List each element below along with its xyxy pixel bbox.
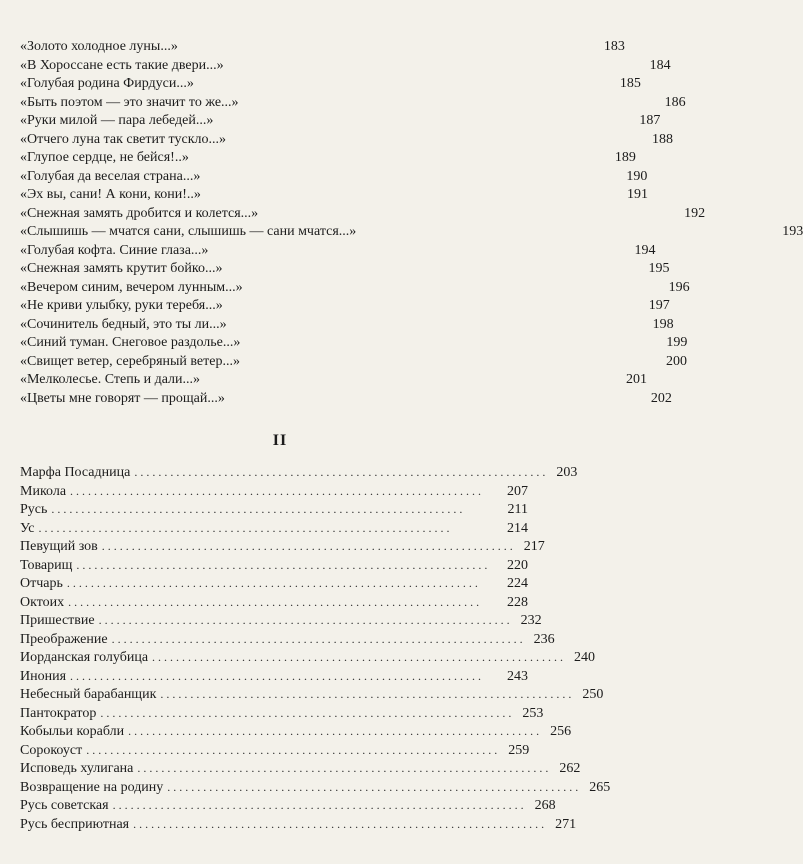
toc-entry: [20, 815, 577, 834]
dot-leader: [128, 722, 539, 741]
toc-entry: [20, 704, 544, 723]
toc-entry-title: Возвращение на родину: [20, 779, 164, 795]
toc-entry-page-number: 194: [634, 242, 656, 258]
toc-entry-page-number: 202: [650, 390, 672, 406]
dot-leader: [70, 667, 496, 686]
toc-entry: [20, 611, 542, 630]
toc-entry-page-number: 200: [665, 353, 687, 369]
toc-entry: [20, 167, 648, 186]
toc-entry-title: Иорданская голубица: [20, 650, 149, 665]
toc-entry-title: «Не криви улыбку, руки теребя...»: [20, 298, 223, 313]
toc-entry-page-number: 271: [555, 816, 577, 832]
toc-entry-page-number: 198: [652, 316, 674, 332]
dot-leader: [152, 648, 563, 667]
toc-entry-title: «В Хороссане есть такие двери...»: [20, 57, 224, 73]
toc-entry-title: Русь советская: [20, 798, 109, 813]
toc-entry-title: Сорокоуст: [20, 742, 83, 758]
toc-entry: [20, 593, 528, 612]
toc-entry-title: «Глупое сердце, не бейся!..»: [20, 150, 189, 165]
toc-entry-page-number: 192: [684, 205, 706, 221]
dot-leader: [112, 630, 523, 649]
toc-list-section-two: [20, 463, 611, 833]
toc-entry: [20, 241, 656, 260]
toc-entry: [20, 722, 572, 741]
toc-entry: [20, 93, 686, 112]
toc-entry-title: Товарищ: [20, 557, 73, 573]
toc-entry-title: Певущий зов: [20, 539, 98, 554]
dot-leader: [70, 482, 496, 501]
toc-entry-page-number: 236: [533, 631, 555, 647]
toc-entry: [20, 648, 596, 667]
toc-entry-title: «Эх вы, сани! А кони, кони!..»: [20, 187, 201, 202]
toc-entry-title: «Снежная замять крутит бойко...»: [20, 261, 223, 276]
toc-entry: [20, 537, 545, 556]
toc-entry-page-number: 253: [522, 705, 544, 721]
toc-entry-title: «Отчего луна так светит тускло...»: [20, 131, 226, 147]
dot-leader: [133, 815, 544, 834]
dot-leader: [160, 685, 571, 704]
toc-entry-title: Исповедь хулигана: [20, 761, 134, 776]
toc-entry-page-number: 189: [614, 150, 636, 165]
toc-entry-page-number: 259: [508, 742, 530, 758]
dot-leader: [137, 759, 548, 778]
toc-entry: [20, 74, 641, 93]
dot-leader: [99, 611, 510, 630]
toc-entry: [20, 148, 636, 167]
toc-entry: [20, 482, 528, 501]
dot-leader: [134, 463, 545, 482]
toc-entry-title: «Цветы мне говорят — прощай...»: [20, 390, 225, 406]
toc-entry: [20, 370, 648, 389]
toc-entry-title: Кобыльи корабли: [20, 724, 125, 739]
toc-entry-page-number: 262: [559, 761, 581, 776]
toc-entry-page-number: 201: [626, 372, 648, 387]
toc-list-section-one: [20, 37, 803, 407]
toc-entry-title: Октоих: [20, 594, 65, 610]
dot-leader: [100, 704, 511, 723]
toc-entry-page-number: 214: [507, 520, 528, 536]
toc-entry-page-number: 184: [649, 57, 671, 73]
dot-leader: [102, 537, 513, 556]
toc-entry-title: «Руки милой — пара лебедей...»: [20, 113, 214, 128]
toc-entry: [20, 37, 625, 56]
dot-leader: [113, 796, 524, 815]
toc-entry-page-number: 186: [664, 94, 686, 110]
toc-entry-page-number: 268: [534, 798, 556, 813]
toc-entry-page-number: 240: [574, 650, 596, 665]
section-heading: II: [272, 432, 288, 449]
toc-entry-title: Небесный барабанщик: [20, 687, 157, 702]
toc-entry-page-number: 195: [648, 261, 670, 276]
toc-entry-page-number: 250: [582, 687, 604, 702]
dot-leader: [76, 556, 496, 575]
toc-entry-page-number: 256: [550, 724, 572, 739]
toc-entry-page-number: 183: [603, 39, 625, 54]
toc-entry: [20, 630, 555, 649]
toc-entry-page-number: 207: [507, 483, 528, 499]
toc-entry-page-number: 193: [782, 224, 803, 239]
toc-entry: [20, 259, 670, 278]
toc-entry-page-number: 199: [666, 335, 688, 350]
toc-entry-title: «Вечером синим, вечером лунным...»: [20, 279, 243, 295]
toc-entry-page-number: 187: [639, 113, 661, 128]
toc-entry: [20, 56, 671, 75]
toc-entry: [20, 389, 672, 408]
toc-entry: [20, 352, 687, 371]
toc-entry-title: Русь бесприютная: [20, 816, 130, 832]
toc-entry: [20, 556, 528, 575]
toc-entry: [20, 759, 581, 778]
toc-entry-title: «Быть поэтом — это значит то же...»: [20, 94, 239, 110]
toc-entry-title: «Слышишь — мчатся сани, слышишь — сани мчатся...»: [20, 224, 357, 239]
dot-leader: [167, 778, 578, 797]
toc-entry: [20, 204, 706, 223]
toc-entry: [20, 741, 528, 760]
toc-entry: [20, 796, 556, 815]
toc-entry-page-number: 265: [589, 779, 611, 795]
toc-entry-page-number: 228: [507, 594, 528, 610]
toc-entry: [20, 278, 690, 297]
toc-entry-title: «Сочинитель бедный, это ты ли...»: [20, 316, 227, 332]
toc-entry-page-number: 217: [523, 539, 545, 554]
toc-entry-title: «Золото холодное луны...»: [20, 39, 178, 54]
toc-entry-title: «Голубая кофта. Синие глаза...»: [20, 242, 209, 258]
toc-entry-title: «Снежная замять дробится и колется...»: [20, 205, 259, 221]
toc-entry-title: Русь: [20, 502, 48, 517]
toc-entry-page-number: 203: [556, 465, 578, 480]
toc-entry: [20, 185, 648, 204]
toc-entry-title: Пришествие: [20, 613, 95, 628]
toc-entry-page-number: 224: [507, 576, 528, 591]
toc-entry-title: «Мелколесье. Степь и дали...»: [20, 372, 201, 387]
toc-entry-title: Микола: [20, 483, 67, 499]
toc-entry: [20, 685, 604, 704]
toc-entry-title: Марфа Посадница: [20, 465, 131, 480]
toc-entry-page-number: 243: [507, 668, 528, 684]
toc-entry-title: Преображение: [20, 631, 108, 647]
toc-entry-page-number: 188: [652, 131, 673, 147]
toc-entry-title: Инония: [20, 668, 67, 684]
toc-entry: [20, 574, 528, 593]
toc-entry-page-number: 220: [507, 557, 528, 573]
toc-entry: [20, 111, 661, 130]
toc-entry-title: «Голубая да веселая страна...»: [20, 168, 201, 184]
toc-entry-title: «Голубая родина Фирдуси...»: [20, 76, 194, 91]
toc-entry: [20, 333, 688, 352]
toc-entry-page-number: 185: [619, 76, 641, 91]
toc-entry: [20, 296, 670, 315]
toc-entry-page-number: 190: [626, 168, 648, 184]
toc-entry-page-number: 232: [520, 613, 542, 628]
toc-entry-title: «Свищет ветер, серебряный ветер...»: [20, 353, 240, 369]
toc-entry-title: Пантократор: [20, 705, 97, 721]
toc-entry: [20, 130, 673, 149]
toc-entry: [20, 222, 803, 241]
toc-entry-page-number: 211: [507, 502, 528, 517]
dot-leader: [68, 593, 496, 612]
dot-leader: [86, 741, 497, 760]
toc-entry: [20, 500, 528, 519]
toc-entry: [20, 519, 528, 538]
toc-entry: [20, 463, 578, 482]
toc-entry: [20, 667, 528, 686]
dot-leader: [67, 574, 496, 593]
toc-entry: [20, 778, 611, 797]
toc-entry-page-number: 197: [648, 298, 670, 313]
toc-entry-title: Отчарь: [20, 576, 63, 591]
toc-entry-page-number: 191: [626, 187, 648, 202]
toc-entry-title: Ус: [20, 520, 35, 536]
toc-entry: [20, 315, 674, 334]
dot-leader: [38, 519, 496, 538]
toc-entry-page-number: 196: [668, 279, 690, 295]
toc-entry-title: «Синий туман. Снеговое раздолье...»: [20, 335, 241, 350]
dot-leader: [51, 500, 496, 519]
